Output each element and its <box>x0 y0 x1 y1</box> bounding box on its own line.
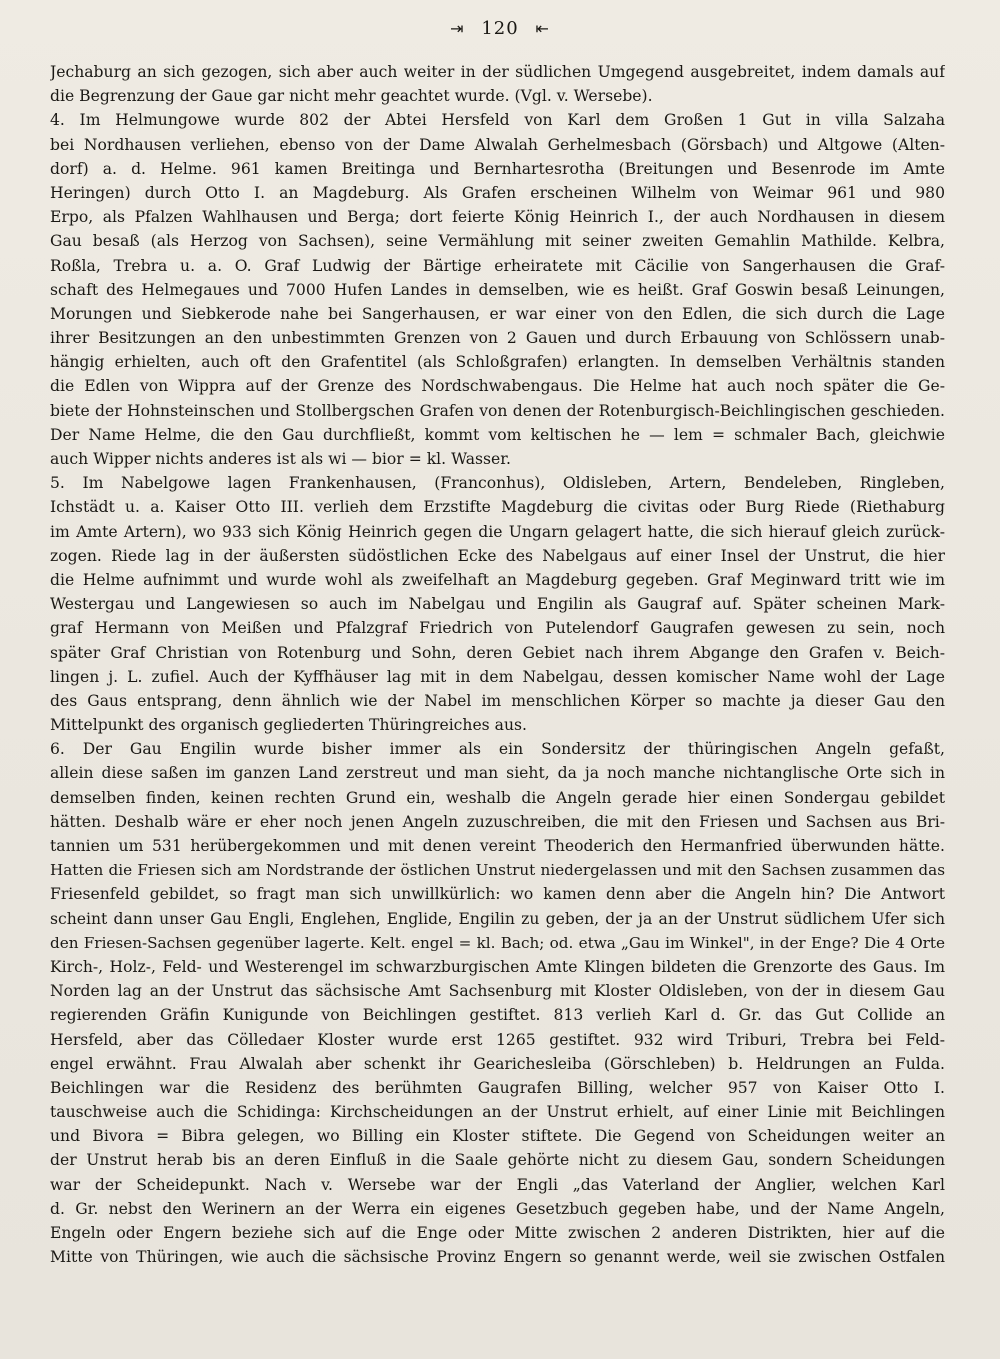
text-line: des Gaus entsprang, denn ähnlich wie der Nabel im menschlichen Körper so machte ja dieser Gau den <box>50 691 945 710</box>
text-line: dorf) a. d. Helme. 961 kamen Breitinga und Bernhartesrotha (Breitungen und Besenrode im Amte <box>50 159 945 178</box>
text-line: graf Hermann von Meißen und Pfalzgraf Friedrich von Putelendorf Gaugrafen gewesen zu sein, noch <box>50 619 945 638</box>
text-line: zogen. Riede lag in der äußersten südöstlichen Ecke des Nabelgaus auf einer Insel der Unstrut, die hier <box>50 546 945 565</box>
text-line: Ichstädt u. a. Kaiser Otto III. verlieh dem Erzstifte Magdeburg die civitas oder Burg Riede (Riethaburg <box>50 498 945 517</box>
text-line: den Friesen-Sachsen gegenüber lagerte. Kelt. engel = kl. Bach; od. etwa „Gau im Winkel", in der Enge? Die 4 Orte <box>50 933 945 952</box>
text-line: hängig erhielten, auch oft den Grafentitel (als Schloßgrafen) erlangten. In demselben Verhältnis standen <box>50 353 945 372</box>
text-line: 5. Im Nabelgowe lagen Frankenhausen, (Franconhus), Oldisleben, Artern, Bendeleben, Ringleben, <box>50 474 945 493</box>
text-line: 6. Der Gau Engilin wurde bisher immer als ein Sondersitz der thüringischen Angeln gefaßt, <box>50 740 945 759</box>
text-line: Jechaburg an sich gezogen, sich aber auch weiter in der südlichen Umgegend ausgebreitet, indem damals auf <box>50 63 945 81</box>
text-line: demselben finden, keinen rechten Grund ein, weshalb die Angeln gerade hier einen Sondergau gebildet <box>50 788 945 807</box>
text-line: Kirch-, Holz-, Feld- und Westerengel im schwarzburgischen Amte Klingen bildeten die Grenzorte des Gaus. Im <box>50 957 945 976</box>
text-line: engel erwähnt. Frau Alwalah aber schenkt ihr Gearichesleiba (Görschleben) b. Heldrungen an Fulda. <box>50 1054 945 1073</box>
text-line: Hatten die Friesen sich am Nordstrande der östlichen Unstrut niedergelassen und mit den Sachsen zusammen das <box>50 861 945 880</box>
text-line: tauschweise auch die Schidinga: Kirchscheidungen an der Unstrut erhielt, auf einer Linie mit Beichlingen <box>50 1103 945 1122</box>
text-line: biete der Hohnsteinschen und Stollbergschen Grafen von denen der Rotenburgisch-Beichlingischen geschieden. <box>50 401 945 420</box>
text-line: allein diese saßen im ganzen Land zerstreut und man sieht, da ja noch manche nichtanglische Orte sich in <box>50 764 945 783</box>
text-line: Westergau und Langewiesen so auch im Nabelgau und Engilin als Gaugraf auf. Später scheinen Mark- <box>50 595 945 614</box>
text-line: die Edlen von Wippra auf der Grenze des Nordschwabengaus. Die Helme hat auch noch später die Ge- <box>50 377 945 396</box>
text-line: Hersfeld, aber das Cölledaer Kloster wurde erst 1265 gestiftet. 932 wird Triburi, Trebra bei Feld- <box>50 1030 945 1049</box>
text-line: Der Name Helme, die den Gau durchfließt, kommt vom keltischen he — lem = schmaler Bach, gleichwie <box>50 425 945 444</box>
text-line: Engeln oder Engern beziehe sich auf die Enge oder Mitte zwischen 2 anderen Distrikten, hier auf die <box>50 1224 945 1242</box>
text-line: und Bivora = Bibra gelegen, wo Billing ein Kloster stiftete. Die Gegend von Scheidungen weiter an <box>50 1127 945 1146</box>
text-line: hätten. Deshalb wäre er eher noch jenen Angeln zuzuschreiben, die mit den Friesen und Sachsen aus Bri- <box>50 812 945 831</box>
text-line: d. Gr. nebst den Werinern an der Werra ein eigenes Gesetzbuch gegeben habe, und der Name Angeln, <box>50 1199 945 1218</box>
text-line: Mitte von Thüringen, wie auch die sächsische Provinz Engern so genannt werde, weil sie zwischen Ostfalen <box>50 1248 945 1267</box>
text-line: schaft des Helmegaues und 7000 Hufen Landes in demselben, wie es heißt. Graf Goswin besaß Leinungen, <box>50 280 945 299</box>
text-line: ihrer Besitzungen an den unbestimmten Grenzen von 2 Gauen und durch Erbauung von Schlössern unab- <box>50 329 945 348</box>
text-line: scheint dann unser Gau Engli, Englehen, Englide, Engilin zu geben, der ja an der Unstrut südlichem Ufer sich <box>50 909 945 928</box>
text-line: Friesenfeld gebildet, so fragt man sich unwillkürlich: wo kamen denn aber die Angeln hin? Die Antwort <box>50 885 945 904</box>
text-line: Norden lag an der Unstrut das sächsische Amt Sachsenburg mit Kloster Oldisleben, von der in diesem Gau <box>50 982 945 1001</box>
text-line: auch Wipper nichts anderes ist als wi — bior = kl. Wasser. <box>50 450 511 468</box>
page-header <box>0 18 1000 39</box>
text-line: Roßla, Trebra u. a. O. Graf Ludwig der Bärtige erheiratete mit Cäcilie von Sangerhausen die Graf- <box>50 256 945 275</box>
text-line: lingen j. L. zufiel. Auch der Kyffhäuser lag mit in dem Nabelgau, dessen komischer Name wohl der Lage <box>50 667 945 686</box>
text-line: Mittelpunkt des organisch gegliederten Thüringreiches aus. <box>50 716 527 735</box>
text-line: die Begrenzung der Gaue gar nicht mehr geachtet wurde. (Vgl. v. Wersebe). <box>50 87 653 106</box>
body-text <box>50 60 945 1269</box>
text-line: Heringen) durch Otto I. an Magdeburg. Als Grafen erscheinen Wilhelm von Weimar 961 und 980 <box>50 183 945 202</box>
text-line: der Unstrut herab bis an deren Einfluß in die Saale gehörte nicht zu diesem Gau, sondern Scheidungen <box>50 1151 945 1170</box>
text-line: im Amte Artern), wo 933 sich König Heinrich gegen die Ungarn gelagert hatte, die sich hierauf gleich zurück- <box>50 522 945 541</box>
header-ornament-right: ⇤ <box>535 19 550 38</box>
text-line: tannien um 531 herübergekommen und mit denen vereint Theoderich den Hermanfried überwunden hätte. <box>50 837 945 855</box>
text-line: regierenden Gräfin Kunigunde von Beichlingen gestiftet. 813 verlieh Karl d. Gr. das Gut Collide an <box>50 1006 945 1025</box>
text-line: später Graf Christian von Rotenburg und Sohn, deren Gebiet nach ihrem Abgange den Grafen v. Beich- <box>50 643 945 662</box>
page-number: 120 <box>481 18 519 39</box>
text-line: 4. Im Helmungowe wurde 802 der Abtei Hersfeld von Karl dem Großen 1 Gut in villa Salzaha <box>50 111 945 130</box>
text-line: Beichlingen war die Residenz des berühmten Gaugrafen Billing, welcher 957 von Kaiser Otto I. <box>50 1078 945 1097</box>
text-line: Morungen und Siebkerode nahe bei Sangerhausen, er war einer von den Edlen, die sich durch die Lage <box>50 304 945 323</box>
header-ornament-left: ⇥ <box>450 19 465 38</box>
text-line: Gau besaß (als Herzog von Sachsen), seine Vermählung mit seiner zweiten Gemahlin Mathilde. Kelbra, <box>50 232 945 251</box>
text-line: war der Scheidepunkt. Nach v. Wersebe war der Engli „das Vaterland der Anglier, welchen Karl <box>50 1175 945 1194</box>
text-line: Erpo, als Pfalzen Wahlhausen und Berga; dort feierte König Heinrich I., der auch Nordhausen in diesem <box>50 208 945 227</box>
text-line: bei Nordhausen verliehen, ebenso von der Dame Alwalah Gerhelmesbach (Görsbach) und Altgowe (Alten- <box>50 135 945 154</box>
text-line: die Helme aufnimmt und wurde wohl als zweifelhaft an Magdeburg gegeben. Graf Meginward tritt wie im <box>50 570 945 589</box>
